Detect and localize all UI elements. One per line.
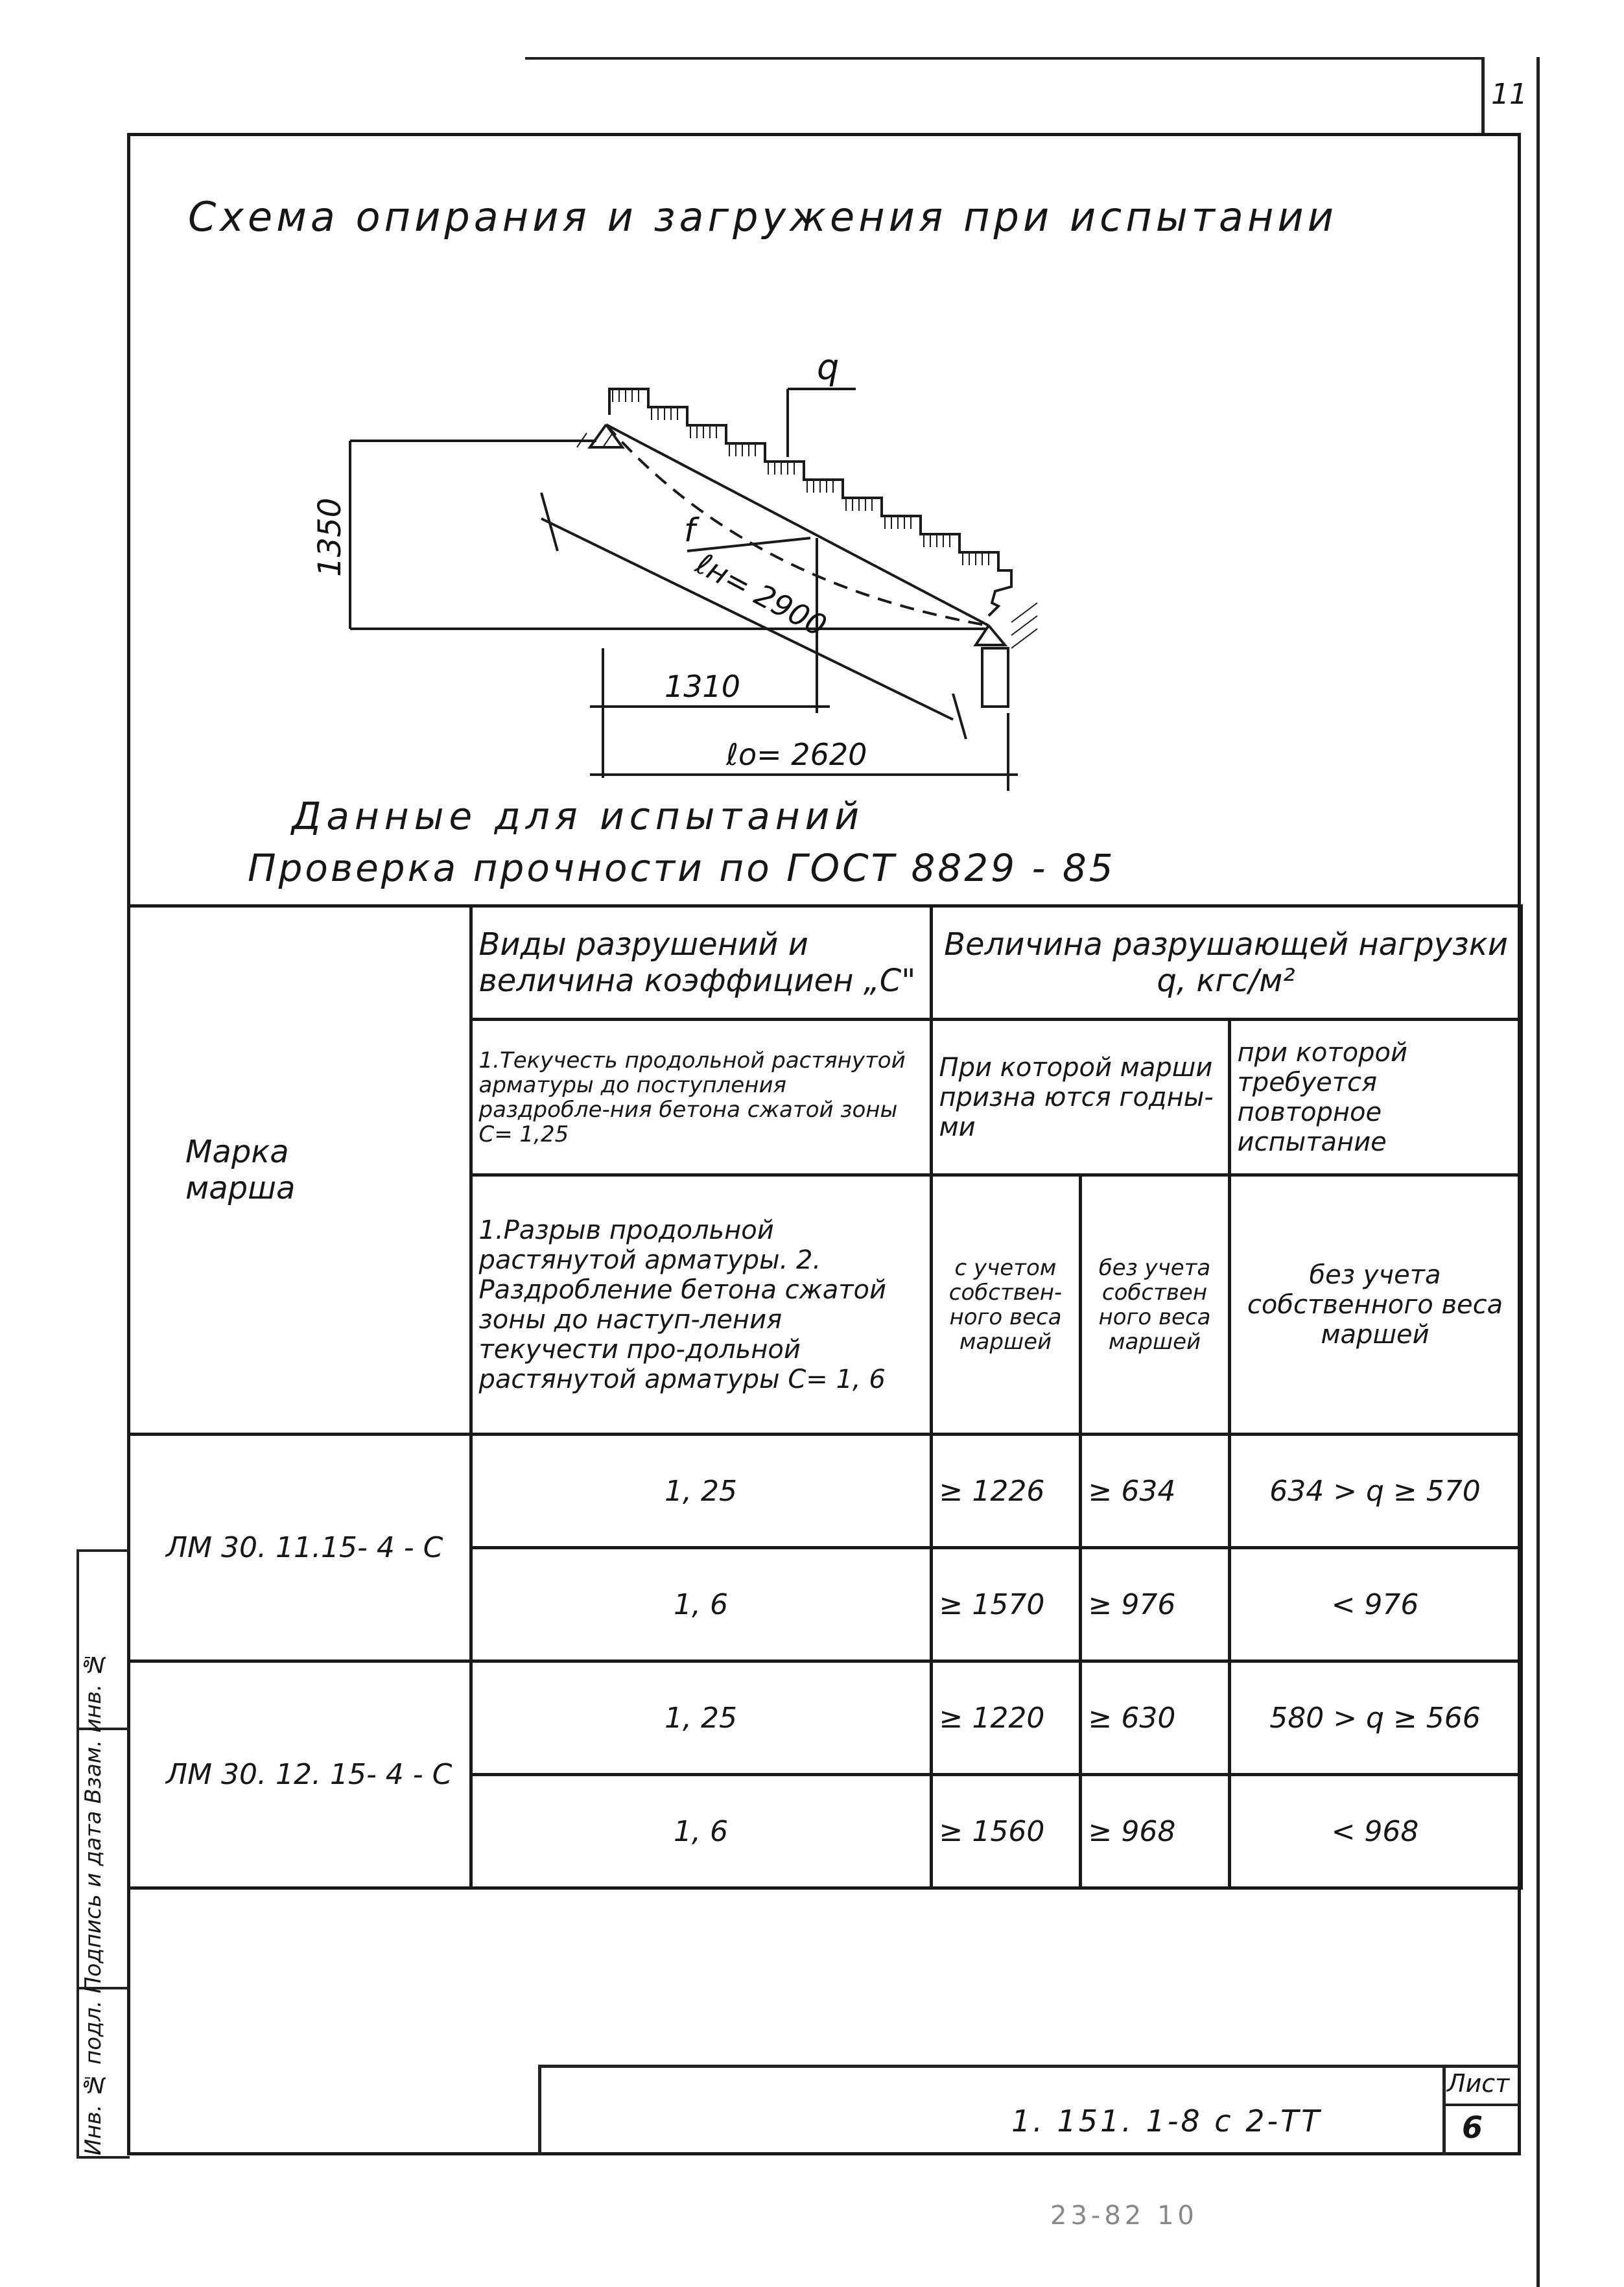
coef-cell: 1, 6 — [471, 1775, 931, 1888]
sheet-box-divider — [1442, 2104, 1520, 2106]
retest-load-cell: < 976 — [1229, 1548, 1521, 1661]
diagram-half-span-label: 1310 — [665, 669, 741, 704]
side-stamp-text: Инв. № подл. Подпись и дата Взам. инв. № — [80, 1651, 106, 2155]
load-with-weight-cell: ≥ 1570 — [931, 1548, 1080, 1661]
strength-check-heading: Проверка прочности по ГОСТ 8829 - 85 — [248, 846, 1116, 890]
accepted-load-header: При которой марши призна ются годны-ми — [931, 1020, 1229, 1175]
without-self-weight-header: без учета собствен ного веса маршей — [1080, 1175, 1229, 1435]
support-load-diagram — [0, 0, 1624, 797]
coef-cell: 1, 6 — [471, 1548, 931, 1661]
retest-load-cell: 580 > q ≥ 566 — [1229, 1661, 1521, 1775]
diagram-deflection-label: f — [684, 511, 696, 549]
diagram-length-label: ℓн= 2900 — [690, 546, 832, 644]
test-data-heading: Данные для испытаний — [292, 794, 865, 838]
left-support — [590, 425, 622, 447]
retest-load-header: при которой требуется повторное испытание — [1229, 1020, 1521, 1175]
with-self-weight-header: с учетом собствен-ного веса маршей — [931, 1175, 1080, 1435]
retest-load-cell: 634 > q ≥ 570 — [1229, 1435, 1521, 1548]
load-with-weight-cell: ≥ 1560 — [931, 1775, 1080, 1888]
coef-cell: 1, 25 — [471, 1661, 931, 1775]
load-without-weight-cell: ≥ 976 — [1080, 1548, 1229, 1661]
mark-header: Марка марша — [127, 906, 471, 1435]
load-without-weight-cell: ≥ 968 — [1080, 1775, 1229, 1888]
sheet-number: 6 — [1462, 2110, 1483, 2145]
stair-mark-2: ЛМ 30. 12. 15- 4 - С — [127, 1661, 471, 1888]
retest-without-self-weight-header: без учета собственного веса маршей — [1229, 1175, 1521, 1435]
page-number: 11 — [1491, 78, 1527, 111]
load-with-weight-cell: ≥ 1220 — [931, 1661, 1080, 1775]
coef-cell: 1, 25 — [471, 1435, 931, 1548]
sheet-label: Лист — [1447, 2069, 1510, 2098]
diagram-load-label: q — [817, 347, 840, 388]
retest-load-cell: < 968 — [1229, 1775, 1521, 1888]
load-with-weight-cell: ≥ 1226 — [931, 1435, 1080, 1548]
failure-case-a: 1.Текучесть продольной растянутой арматуры до поступления раздробле-ния бетона сжатой зоны С= 1,25 — [471, 1020, 931, 1175]
diagram-height-label: 1350 — [312, 497, 348, 577]
failure-types-header: Виды разрушений и величина коэффициен „С" — [471, 906, 931, 1020]
right-support-block — [982, 648, 1008, 707]
failure-case-b: 1.Разрыв продольной растянутой арматуры. 2. Раздробление бетона сжатой зоны до наступ-ления текучести про-дольной растянутой арматуры С= 1, 6 — [471, 1175, 931, 1435]
test-data-table — [127, 904, 1523, 1890]
stair-mark-1: ЛМ 30. 11.15- 4 - С — [127, 1435, 471, 1661]
diagram-span-label: ℓo= 2620 — [726, 737, 867, 772]
document-code: 1. 151. 1-8 с 2-ТТ — [1011, 2104, 1323, 2139]
bottom-note: 23-82 10 — [1050, 2201, 1198, 2231]
load-without-weight-cell: ≥ 634 — [1080, 1435, 1229, 1548]
load-without-weight-cell: ≥ 630 — [1080, 1661, 1229, 1775]
scheme-title: Схема опирания и загружения при испытании — [188, 193, 1337, 240]
load-magnitude-header: Величина разрушающей нагрузки q, кгс/м² — [931, 906, 1521, 1020]
